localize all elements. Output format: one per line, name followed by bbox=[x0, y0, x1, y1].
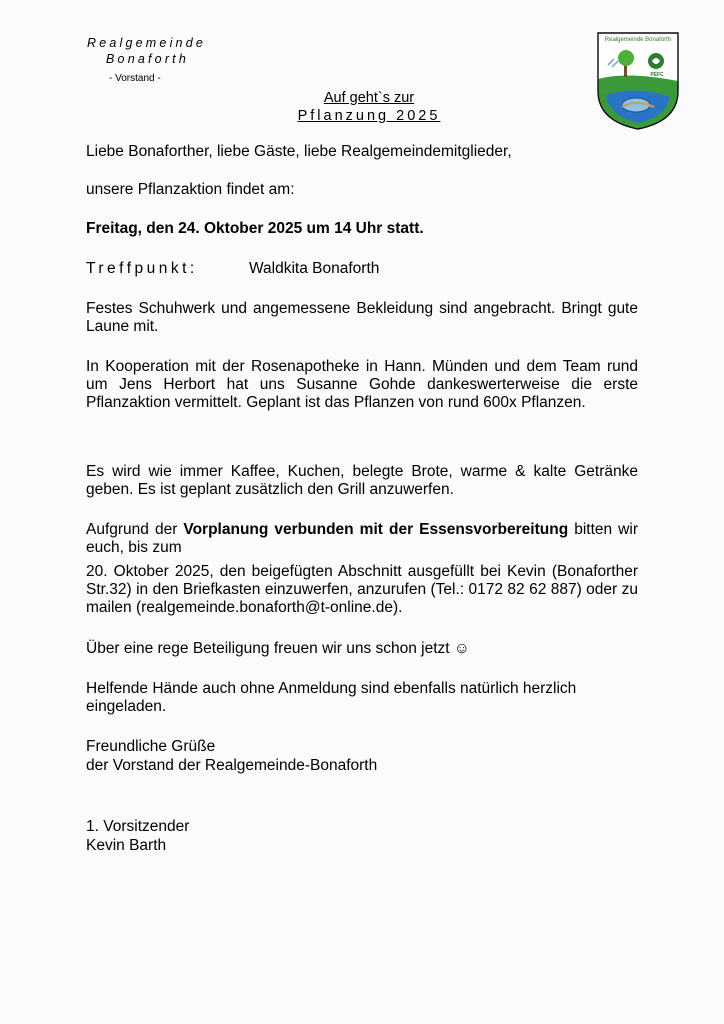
pefc-badge: PEFC bbox=[650, 72, 664, 78]
org-name-line1: Realgemeinde bbox=[87, 36, 207, 50]
org-subtitle: - Vorstand - bbox=[109, 73, 161, 84]
org-name-line2: Bonaforth bbox=[106, 52, 190, 66]
participation-text: Über eine rege Beteiligung freuen wir uns schon jetzt ☺ bbox=[86, 640, 470, 657]
food-text: Es wird wie immer Kaffee, Kuchen, belegte Brote, warme & kalte Getränke geben. Es ist geplant zusätzlich den Grill anzuwerfen. bbox=[86, 463, 638, 499]
meeting-place: Waldkita Bonaforth bbox=[249, 260, 380, 277]
signer-role: 1. Vorsitzender bbox=[86, 818, 190, 835]
registration-suffix: bitten wir euch, bis zum bbox=[86, 521, 638, 557]
dress-code-text: Festes Schuhwerk und angemessene Bekleidung sind angebracht. Bringt gute Laune mit. bbox=[86, 300, 638, 336]
helpers-text: Helfende Hände auch ohne Anmeldung sind ebenfalls natürlich herzlich eingeladen. bbox=[86, 680, 577, 716]
registration-intro bbox=[86, 521, 638, 557]
greeting: Liebe Bonaforther, liebe Gäste, liebe Realgemeindemitglieder, bbox=[86, 143, 512, 160]
intro-text: unsere Pflanzaktion findet am: bbox=[86, 181, 295, 198]
meeting-label: Treffpunkt: bbox=[86, 260, 198, 277]
title-line2: Pflanzung 2025 bbox=[297, 108, 441, 124]
registration-emphasis: Vorplanung verbunden mit der Essensvorbereitung bbox=[183, 521, 569, 538]
closing-greeting: Freundliche Grüße bbox=[86, 738, 216, 755]
signer-name: Kevin Barth bbox=[86, 837, 167, 854]
event-date: Freitag, den 24. Oktober 2025 um 14 Uhr statt. bbox=[86, 220, 424, 237]
registration-details: 20. Oktober 2025, den beigefügten Abschnitt ausgefüllt bei Kevin (Bonaforther Str.32) in den Briefkasten einzuwerfen, anzurufen (Tel.: 0172 82 62 887) oder zu mailen (realgemeinde.bonaforth@t-online.de). bbox=[86, 563, 638, 617]
registration-prefix: Aufgrund der bbox=[86, 521, 184, 538]
closing-signature: der Vorstand der Realgemeinde-Bonaforth bbox=[86, 757, 378, 774]
crest-label: Realgemeinde Bonaforth bbox=[604, 37, 672, 43]
cooperation-text: In Kooperation mit der Rosenapotheke in Hann. Münden und dem Team rund um Jens Herbort hat uns Susanne Gohde dankeswerterweise die erste Pflanzaktion vermittelt. Geplant ist das Pflanzen von rund 600x Pflanzen. bbox=[86, 358, 638, 412]
title-line1: Auf geht`s zur bbox=[323, 90, 415, 106]
